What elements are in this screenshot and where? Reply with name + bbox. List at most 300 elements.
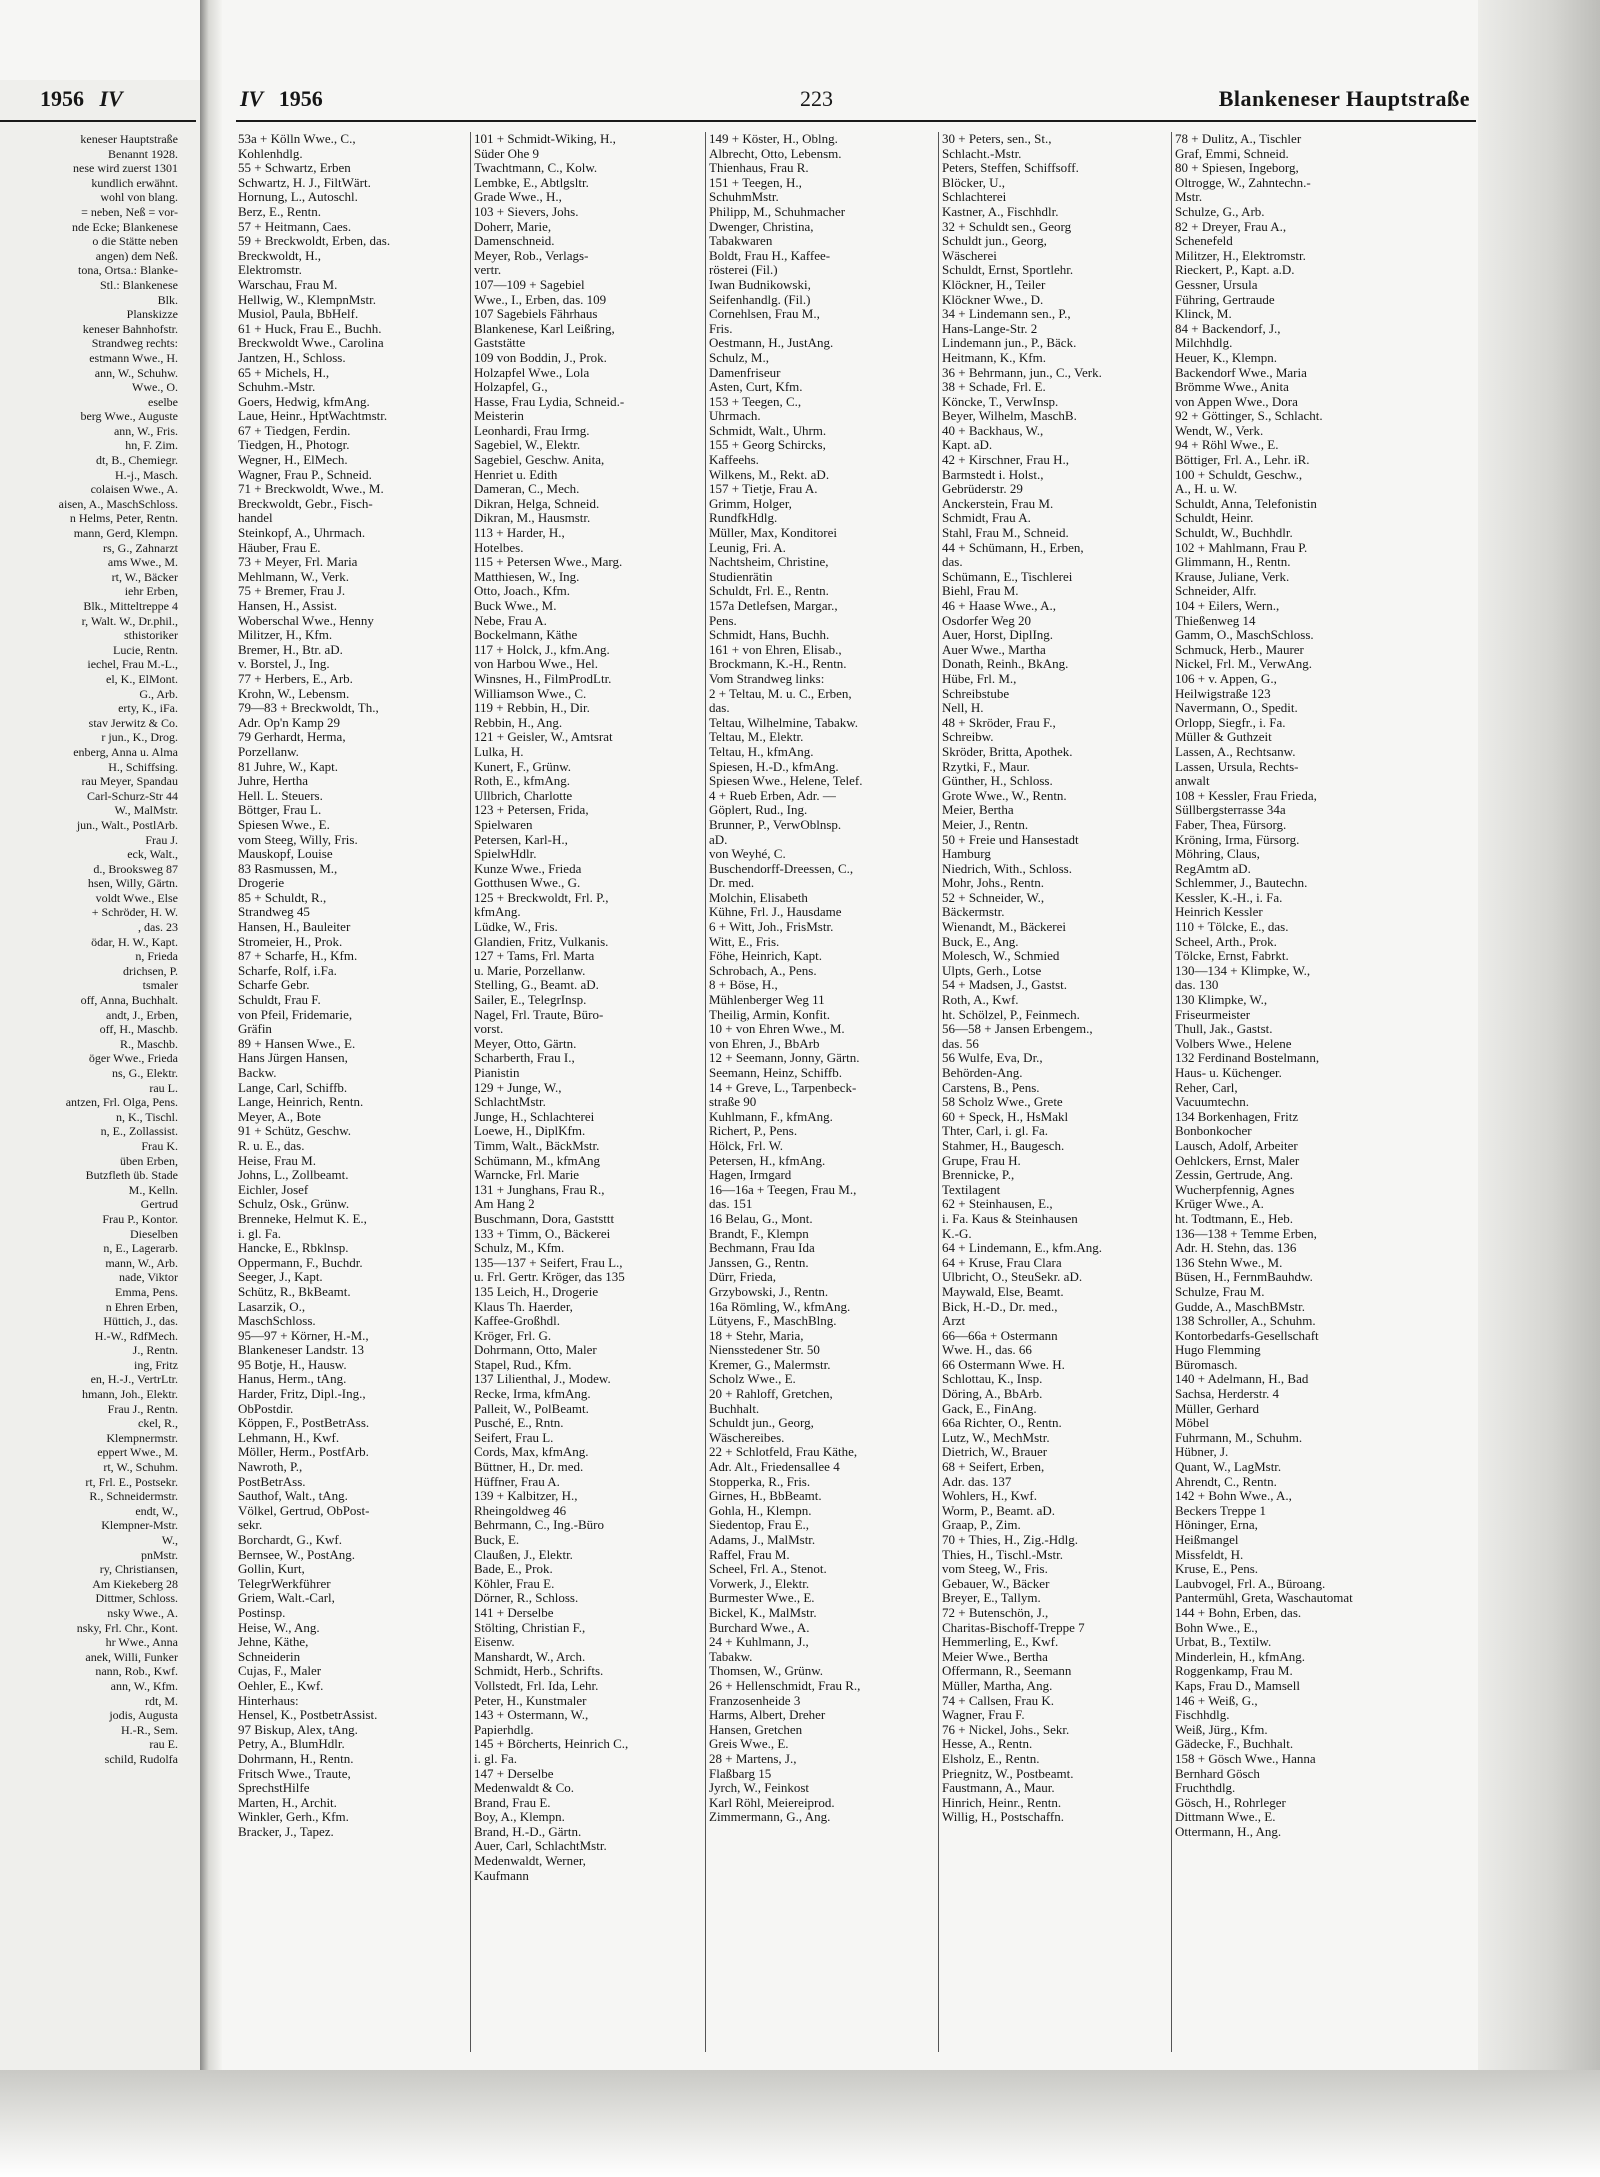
directory-entry: Wagner, Frau F. (942, 1708, 1025, 1723)
directory-entry: 127 + Tams, Frl. Marta (474, 949, 595, 964)
directory-entry: 136—138 + Temme Erben, (1175, 1226, 1317, 1241)
directory-entry: Williamson Wwe., C. (474, 686, 587, 701)
directory-entry: Schmidt, Herb., Schrifts. (474, 1664, 604, 1679)
directory-entry: Osdorfer Weg 20 (942, 613, 1031, 628)
directory-entry: 60 + Speck, H., HsMakl (942, 1109, 1069, 1124)
directory-entry: 24 + Kuhlmann, J., (709, 1635, 809, 1650)
directory-entry: SchlachtMstr. (474, 1095, 546, 1110)
directory-entry: keneser Bahnhofstr. (82, 321, 178, 336)
directory-entry: 131 + Junghans, Frau R., (474, 1182, 605, 1197)
directory-entry: Grimm, Holger, (709, 496, 792, 511)
directory-entry: Jantzen, H., Schloss. (238, 350, 346, 365)
bottom-edge-shadow (0, 2070, 1600, 2177)
directory-entry: Leonhardi, Frau Irmg. (474, 423, 590, 438)
directory-entry: Charitas-Bischoff-Treppe 7 (942, 1620, 1085, 1635)
directory-entry: Warncke, Frl. Marie (474, 1168, 580, 1183)
directory-entry: Gohla, H., Klempn. (709, 1503, 812, 1518)
directory-entry: Seifenhandlg. (Fil.) (709, 292, 811, 307)
directory-entry: n, E., Zollassist. (100, 1124, 178, 1139)
directory-entry: von Appen Wwe., Dora (1175, 394, 1298, 409)
directory-entry: Loewe, H., DiplKfm. (474, 1124, 586, 1139)
directory-entry: Lüdke, W., Fris. (474, 920, 558, 935)
directory-entry: Schlachterei (942, 190, 1007, 205)
directory-entry: Büromasch. (1175, 1357, 1238, 1372)
directory-entry: Schulze, Frau M. (1175, 1284, 1265, 1299)
directory-entry: 72 + Butenschön, J., (942, 1605, 1049, 1620)
directory-entry: Schuldt, Anna, Telefonistin (1175, 496, 1317, 511)
directory-entry: enberg, Anna u. Alma (73, 744, 178, 759)
directory-entry: Schulz, M., (709, 350, 769, 365)
directory-entry: 66a Richter, O., Rentn. (942, 1416, 1062, 1431)
directory-entry: 44 + Schümann, H., Erben, (942, 540, 1084, 555)
directory-entry: Roth, E., kfmAng. (474, 774, 571, 789)
directory-entry: d., Brooksweg 87 (93, 861, 178, 876)
directory-entry: Wucherpfennig, Agnes (1175, 1182, 1295, 1197)
directory-entry: Buchhalt. (709, 1401, 760, 1416)
directory-entry: Dikran, Helga, Schneid. (474, 496, 600, 511)
directory-entry: Fuhrmann, M., Schuhm. (1175, 1430, 1303, 1445)
directory-entry: Benannt 1928. (108, 146, 178, 161)
directory-entry: Franzosenheide 3 (709, 1693, 801, 1708)
directory-entry: Bäckermstr. (942, 905, 1005, 920)
directory-entry: Scharfe, Rolf, i.Fa. (238, 963, 337, 978)
directory-entry: 161 + von Ehren, Elisab., (709, 642, 842, 657)
directory-entry: Böttger, Frau L. (238, 803, 322, 818)
directory-entry: 34 + Lindemann sen., P., (942, 307, 1071, 322)
directory-entry: Kaufmann (474, 1868, 529, 1883)
directory-entry: Ottermann, H., Ang. (1175, 1824, 1282, 1839)
directory-entry: Burchard Wwe., A. (709, 1620, 810, 1635)
directory-entry: 16—16a + Teegen, Frau M., (709, 1182, 857, 1197)
directory-entry: Schuhm.-Mstr. (238, 380, 316, 395)
directory-entry: 48 + Skröder, Frau F., (942, 715, 1056, 730)
directory-entry: Dörner, R., Schloss. (474, 1591, 579, 1606)
directory-entry: Blk. (157, 292, 178, 307)
directory-entry: Schmidt, Frau A. (942, 511, 1031, 526)
directory-entry: 73 + Meyer, Frl. Maria (238, 555, 358, 570)
directory-entry: Dohrmann, H., Rentn. (238, 1751, 354, 1766)
directory-entry: 76 + Nickel, Johs., Sekr. (942, 1722, 1070, 1737)
directory-entry: Hüttich, J., das. (103, 1314, 178, 1329)
directory-entry: Carstens, B., Pens. (942, 1080, 1040, 1095)
directory-entry: Asten, Curt, Kfm. (709, 380, 803, 395)
directory-entry: Vacuumtechn. (1175, 1095, 1250, 1110)
directory-entry: Dietrich, W., Brauer (942, 1445, 1048, 1460)
directory-entry: Kaffeehs. (709, 453, 759, 468)
directory-entry: Schmuck, Herb., Maurer (1175, 642, 1304, 657)
directory-entry: Roth, A., Kwf. (942, 993, 1019, 1008)
directory-entry: Hell. L. Steuers. (238, 788, 323, 803)
directory-entry: 65 + Michels, H., (238, 365, 330, 380)
directory-entry: 10 + von Ehren Wwe., M. (709, 1022, 845, 1037)
directory-entry: Lütyens, F., MaschBlng. (709, 1314, 837, 1329)
directory-entry: Thter, Carl, i. gl. Fa. (942, 1124, 1048, 1139)
directory-entry: Rebbin, H., Ang. (474, 715, 563, 730)
directory-entry: Beckers Treppe 1 (1175, 1503, 1266, 1518)
directory-entry: Rieckert, P., Kapt. a.D. (1175, 263, 1295, 278)
directory-entry: Klempner-Mstr. (101, 1518, 178, 1533)
directory-entry: iechel, Frau M.-L., (87, 657, 178, 672)
directory-entry: Ahrendt, C., Rentn. (1175, 1474, 1277, 1489)
directory-entry: 151 + Teegen, H., (709, 175, 802, 190)
directory-entry: Woberschal Wwe., Henny (238, 613, 374, 628)
directory-entry: Günther, H., Schloss. (942, 774, 1053, 789)
directory-entry: Petersen, Karl-H., (474, 832, 568, 847)
directory-entry: Raffel, Frau M. (709, 1547, 790, 1562)
directory-entry: Kontorbedarfs-Gesellschaft (1175, 1328, 1319, 1343)
directory-entry: Breyer, E., Tallym. (942, 1591, 1041, 1606)
directory-entry: 77 + Herbers, E., Arb. (238, 671, 353, 686)
directory-entry: Tabakwaren (709, 234, 773, 249)
directory-entry: 92 + Göttinger, S., Schlacht. (1175, 409, 1323, 424)
directory-entry: Timm, Walt., BäckMstr. (474, 1138, 600, 1153)
directory-entry: 36 + Behrmann, jun., C., Verk. (942, 365, 1102, 380)
directory-entry: Hansen, H., Assist. (238, 599, 337, 613)
directory-entry: handel (238, 511, 273, 526)
directory-entry: 136 Stehn Wwe., M. (1175, 1255, 1283, 1270)
directory-entry: Mstr. (1175, 190, 1203, 205)
directory-entry: ödar, H. W., Kapt. (91, 934, 178, 949)
directory-entry: Schulz, Osk., Grünw. (238, 1197, 350, 1212)
directory-entry: Henriet u. Edith (474, 467, 558, 482)
directory-entry: Rheingoldweg 46 (474, 1503, 567, 1518)
directory-entry: Hemmerling, E., Kwf. (942, 1635, 1059, 1650)
directory-entry: Hübe, Frl. M., (942, 671, 1017, 686)
directory-entry: Föhe, Heinrich, Kapt. (709, 949, 823, 964)
directory-entry: nsky, Frl. Chr., Kont. (76, 1620, 178, 1635)
directory-entry: Klempnermstr. (106, 1430, 178, 1445)
directory-entry: Brand, H.-D., Gärtn. (474, 1824, 582, 1839)
directory-entry: Lange, Carl, Schiffb. (238, 1080, 348, 1095)
left-header-volume: IV (99, 86, 123, 111)
directory-entry: Spielwaren (474, 817, 533, 832)
directory-entry: 144 + Bohn, Erben, das. (1175, 1605, 1302, 1620)
directory-entry: Kremer, G., Malermstr. (709, 1357, 831, 1372)
directory-entry: Schrobach, A., Pens. (709, 963, 817, 978)
directory-entry: Dürr, Frieda, (709, 1270, 776, 1285)
directory-entry: Heißmangel (1175, 1533, 1239, 1547)
directory-entry: Möller, Herm., PostfArb. (238, 1445, 369, 1460)
directory-entry: 145 + Börcherts, Heinrich C., (474, 1737, 629, 1752)
directory-entry: Scheel, Frl. A., Stenot. (709, 1562, 827, 1577)
directory-column-1 (238, 132, 466, 2052)
directory-entry: ams Wwe., M. (107, 555, 178, 570)
directory-entry: W., (161, 1533, 178, 1547)
directory-entry: Teltau, M., Elektr. (709, 730, 804, 745)
directory-entry: Boldt, Frau H., Kaffee- (709, 248, 831, 263)
directory-entry: Schneider, Alfr. (1175, 584, 1257, 599)
directory-entry: Am Hang 2 (474, 1197, 535, 1212)
directory-entry: Klöckner, H., Teiler (942, 277, 1046, 292)
directory-entry: 12 + Seemann, Jonny, Gärtn. (709, 1051, 860, 1066)
directory-entry: Textilagent (942, 1182, 1001, 1197)
directory-entry: 104 + Eilers, Wern., (1175, 599, 1280, 613)
directory-entry: Urbat, B., Textilw. (1175, 1635, 1272, 1650)
directory-entry: 106 + v. Appen, G., (1175, 671, 1277, 686)
directory-entry: Frau P., Kontor. (102, 1211, 178, 1226)
directory-entry: ht. Schölzel, P., Feinmech. (942, 1007, 1080, 1022)
directory-column-5 (1175, 132, 1403, 2052)
directory-entry: 153 + Teegen, C., (709, 394, 802, 409)
directory-entry: Brockmann, K.-H., Rentn. (709, 657, 847, 672)
directory-entry: Graap, P., Zim. (942, 1518, 1021, 1533)
directory-entry: Seemann, Heinz, Schiffb. (709, 1066, 842, 1080)
directory-entry: Butzfleth üb. Stade (85, 1168, 178, 1183)
directory-entry: Doherr, Marie, (474, 219, 552, 234)
column-divider (1171, 132, 1172, 2052)
directory-entry: drichsen, P. (123, 963, 178, 978)
directory-entry: Roggenkamp, Frau M. (1175, 1664, 1293, 1679)
right-page-header (240, 86, 1470, 116)
directory-entry: 147 + Derselbe (474, 1766, 554, 1781)
directory-entry: von Weyhé, C. (709, 847, 786, 862)
directory-entry: Heise, W., Ang. (238, 1620, 320, 1635)
directory-entry: 134 Borkenhagen, Fritz (1175, 1109, 1299, 1124)
directory-entry: n Helms, Peter, Rentn. (69, 511, 178, 526)
directory-entry: Grupe, Frau H. (942, 1153, 1021, 1168)
directory-entry: 66 Ostermann Wwe. H. (942, 1357, 1065, 1372)
directory-entry: off, H., Maschb. (99, 1022, 178, 1037)
directory-entry: 94 + Röhl Wwe., E. (1175, 438, 1279, 453)
directory-entry: Scheel, Arth., Prok. (1175, 934, 1277, 949)
directory-entry: hmann, Joh., Elektr. (82, 1387, 178, 1402)
directory-entry: 54 + Madsen, J., Gastst. (942, 978, 1068, 993)
directory-entry: keneser Hauptstraße (80, 132, 178, 146)
directory-entry: Hanus, Herm., tAng. (238, 1372, 347, 1387)
directory-entry: Gessner, Ursula (1175, 277, 1258, 292)
right-header-rule (236, 120, 1476, 122)
directory-entry: Möbel (1175, 1416, 1209, 1431)
directory-entry: Wwe., I., Erben, das. 109 (474, 292, 607, 307)
directory-entry: + Schröder, H. W. (91, 905, 178, 920)
directory-entry: Vorwerk, J., Elektr. (709, 1576, 810, 1591)
directory-entry: Carl-Schurz-Str 44 (87, 788, 178, 803)
directory-entry: Johns, L., Zollbeamt. (238, 1168, 349, 1183)
directory-entry: stav Jerwitz & Co. (88, 715, 178, 730)
directory-entry: Hesse, A., Rentn. (942, 1737, 1033, 1752)
directory-entry: Manshardt, W., Arch. (474, 1649, 586, 1664)
directory-entry: Möhring, Claus, (1175, 847, 1260, 862)
directory-entry: Adr. das. 137 (942, 1474, 1012, 1489)
directory-entry: PostBetrAss. (238, 1474, 306, 1489)
directory-entry: R., Schneidermstr. (89, 1489, 178, 1504)
directory-entry: Blöcker, U., (942, 175, 1006, 190)
directory-entry: Hellwig, W., KlempnMstr. (238, 292, 376, 307)
right-header-volume: IV (240, 86, 264, 111)
directory-entry: Brennicke, P., (942, 1168, 1015, 1183)
directory-entry: Müller, Martha, Ang. (942, 1678, 1053, 1693)
directory-entry: Uhrmach. (709, 409, 761, 424)
book-gutter (200, 0, 222, 2177)
directory-entry: Schuldt jun., Georg, (709, 1416, 814, 1431)
directory-entry: Zessin, Gertrude, Ang. (1175, 1168, 1294, 1183)
directory-entry: Schlottau, K., Insp. (942, 1372, 1043, 1387)
directory-entry: schild, Rudolfa (104, 1751, 178, 1766)
left-page-column (0, 132, 178, 2052)
directory-entry: Medenwaldt, Werner, (474, 1854, 586, 1869)
directory-entry: H.-j., Masch. (115, 467, 178, 482)
directory-entry: Adr. H. Stehn, das. 136 (1175, 1241, 1297, 1256)
directory-entry: 82 + Dreyer, Frau A., (1175, 219, 1287, 234)
directory-entry: Hinrich, Heinr., Rentn. (942, 1795, 1062, 1810)
directory-entry: 155 + Georg Schircks, (709, 438, 826, 453)
directory-entry: 46 + Haase Wwe., A., (942, 599, 1056, 613)
directory-entry: Laubvogel, Frl. A., Büroang. (1175, 1576, 1326, 1591)
directory-entry: Pusché, E., Rntn. (474, 1416, 564, 1431)
directory-entry: Meyer, Otto, Gärtn. (474, 1036, 577, 1051)
directory-entry: i. gl. Fa. (474, 1751, 517, 1766)
directory-entry: Auer, Carl, SchlachtMstr. (474, 1839, 607, 1854)
directory-entry: Stahl, Frau M., Schneid. (942, 526, 1069, 541)
directory-entry: Tölcke, Ernst, Fabrkt. (1175, 949, 1289, 964)
directory-entry: Döring, A., BbArb. (942, 1387, 1043, 1402)
directory-entry: angen) dem Neß. (95, 248, 178, 263)
directory-entry: Hansen, H., Bauleiter (238, 920, 351, 935)
directory-entry: wohl von blang. (100, 190, 178, 205)
directory-entry: 83 Rasmussen, M., (238, 861, 338, 876)
directory-column-4 (942, 132, 1168, 2052)
directory-entry: ann, W., Schuhw. (94, 365, 178, 380)
directory-entry: colaisen Wwe., A. (90, 482, 178, 497)
directory-entry: Gudde, A., MaschBMstr. (1175, 1299, 1305, 1314)
directory-entry: nade, Viktor (118, 1270, 178, 1285)
directory-entry: 74 + Callsen, Frau K. (942, 1693, 1055, 1708)
directory-entry: n Ehren Erben, (105, 1299, 178, 1314)
directory-entry: üben Erben, (120, 1153, 178, 1168)
directory-entry: u. Frl. Gertr. Kröger, das 135 (474, 1270, 625, 1285)
directory-entry: antzen, Frl. Olga, Pens. (65, 1095, 178, 1110)
directory-entry: 66—66a + Ostermann (942, 1328, 1058, 1343)
directory-entry: Pens. (709, 613, 737, 628)
directory-entry: Janssen, G., Rentn. (709, 1255, 809, 1270)
directory-entry: Gaststätte (474, 336, 526, 351)
directory-entry: Vom Strandweg links: (709, 671, 825, 686)
directory-entry: Kruse, E., Pens. (1175, 1562, 1259, 1577)
directory-entry: 97 Biskup, Alex, tAng. (238, 1722, 358, 1737)
directory-entry: anek, Willi, Funker (85, 1649, 178, 1664)
directory-entry: Offermann, R., Seemann (942, 1664, 1072, 1679)
directory-entry: Köncke, T., VerwInsp. (942, 394, 1059, 409)
directory-entry: 8 + Böse, H., (709, 978, 778, 993)
directory-entry: Bonbonkocher (1175, 1124, 1252, 1139)
directory-entry: 57 + Heitmann, Caes. (238, 219, 352, 234)
directory-entry: Schwartz, H. J., FiltWärt. (238, 175, 371, 190)
directory-entry: Böttiger, Frl. A., Lehr. iR. (1175, 453, 1310, 468)
directory-entry: Musiol, Paula, BbHelf. (238, 307, 359, 322)
directory-entry: Navermann, O., Spedit. (1175, 701, 1298, 716)
directory-entry: nde Ecke; Blankenese (72, 219, 178, 234)
directory-entry: straße 90 (709, 1095, 757, 1110)
directory-entry: 64 + Lindemann, E., kfm.Ang. (942, 1241, 1103, 1256)
directory-entry: Petersen, H., kfmAng. (709, 1153, 826, 1168)
directory-entry: 109 von Boddin, J., Prok. (474, 350, 607, 365)
directory-entry: Papierhdlg. (474, 1722, 534, 1737)
directory-entry: Cords, Max, kfmAng. (474, 1445, 589, 1460)
directory-entry: 16a Römling, W., kfmAng. (709, 1299, 851, 1314)
directory-entry: 78 + Dulitz, A., Tischler (1175, 132, 1302, 146)
directory-entry: Bechmann, Frau Ida (709, 1241, 815, 1256)
left-header-rule (0, 120, 196, 122)
directory-entry: Warschau, Frau M. (238, 277, 338, 292)
directory-entry: Recke, Irma, kfmAng. (474, 1387, 591, 1402)
directory-entry: 64 + Kruse, Frau Clara (942, 1255, 1062, 1270)
directory-entry: Oppermann, F., Buchdr. (238, 1255, 363, 1270)
column-divider (705, 132, 706, 2052)
directory-entry: rau Meyer, Spandau (81, 774, 178, 789)
directory-entry: Kuhlmann, F., kfmAng. (709, 1109, 833, 1124)
directory-entry: pnMstr. (140, 1547, 178, 1562)
directory-entry: Kaps, Frau D., Mamsell (1175, 1678, 1300, 1693)
directory-entry: Klöckner Wwe., D. (942, 292, 1044, 307)
directory-entry: das. 151 (709, 1197, 753, 1212)
directory-entry: Drogerie (238, 876, 285, 891)
directory-entry: Hansen, Gretchen (709, 1722, 803, 1737)
directory-entry: Gösch, H., Rohrleger (1175, 1795, 1286, 1810)
directory-entry: Oestmann, H., JustAng. (709, 336, 834, 351)
directory-entry: 70 + Thies, H., Zig.-Hdlg. (942, 1533, 1078, 1547)
directory-entry: Meier Wwe., Bertha (942, 1649, 1048, 1664)
directory-entry: Cujas, F., Maler (238, 1664, 322, 1679)
directory-entry: Fischhdlg. (1175, 1708, 1230, 1723)
directory-entry: Mühlenberger Weg 11 (709, 993, 825, 1008)
directory-entry: n, E., Lagerarb. (103, 1241, 178, 1256)
directory-entry: Damenfriseur (709, 365, 781, 380)
directory-entry: Vollstedt, Frl. Ida, Lehr. (474, 1678, 599, 1693)
directory-entry: Krüger Wwe., A. (1175, 1197, 1264, 1212)
directory-entry: aD. (709, 832, 728, 847)
directory-entry: 107—109 + Sagebiel (474, 277, 585, 292)
directory-entry: Bremer, H., Btr. aD. (238, 642, 343, 657)
directory-entry: Juhre, Hertha (238, 774, 309, 789)
directory-entry: Buck Wwe., M. (474, 599, 557, 613)
directory-entry: Kohlenhdlg. (238, 146, 303, 161)
directory-entry: 103 + Sievers, Johs. (474, 204, 579, 219)
directory-entry: Kunze Wwe., Frieda (474, 861, 582, 876)
directory-entry: Friseurmeister (1175, 1007, 1251, 1022)
directory-entry: Strandweg 45 (238, 905, 310, 920)
directory-entry: Dwenger, Christina, (709, 219, 814, 234)
directory-entry: 157 + Tietje, Frau A. (709, 482, 818, 497)
directory-entry: Lembke, E., Abtlgsltr. (474, 175, 589, 190)
directory-entry: Adr. Op'n Kamp 29 (238, 715, 341, 730)
directory-entry: Müller & Guthzeit (1175, 730, 1272, 745)
directory-entry: tsmaler (142, 978, 178, 993)
directory-entry: Göplert, Rud., Ing. (709, 803, 808, 818)
column-divider (938, 132, 939, 2052)
directory-entry: Behörden-Ang. (942, 1066, 1023, 1080)
directory-entry: 137 Lilienthal, J., Modew. (474, 1372, 611, 1387)
directory-entry: andt, J., Erben, (106, 1007, 178, 1022)
directory-entry: 130—134 + Klimpke, W., (1175, 963, 1311, 978)
directory-entry: Gebauer, W., Bäcker (942, 1576, 1050, 1591)
directory-entry: Boy, A., Klempn. (474, 1810, 565, 1825)
directory-entry: Schulz, M., Kfm. (474, 1241, 565, 1256)
directory-entry: Elektromstr. (238, 263, 302, 278)
directory-entry: Kaffee-Großhdl. (474, 1314, 561, 1329)
directory-entry: Lulka, H. (474, 744, 524, 759)
directory-entry: Hans Jürgen Hansen, (238, 1051, 348, 1066)
directory-entry: sekr. (238, 1518, 263, 1533)
directory-entry: Heise, Frau M. (238, 1153, 316, 1168)
directory-entry: Willig, H., Postschaffn. (942, 1810, 1065, 1825)
directory-entry: 143 + Ostermann, W., (474, 1708, 589, 1723)
directory-entry: Kunert, F., Grünw. (474, 759, 572, 774)
directory-entry: Peter, H., Kunstmaler (474, 1693, 587, 1708)
directory-entry: Harder, Fritz, Dipl.-Ing., (238, 1387, 366, 1402)
directory-entry: Wäschereibes. (709, 1430, 785, 1445)
directory-entry: off, Anna, Buchhalt. (80, 993, 178, 1008)
directory-entry: Buck, E. (474, 1533, 520, 1547)
